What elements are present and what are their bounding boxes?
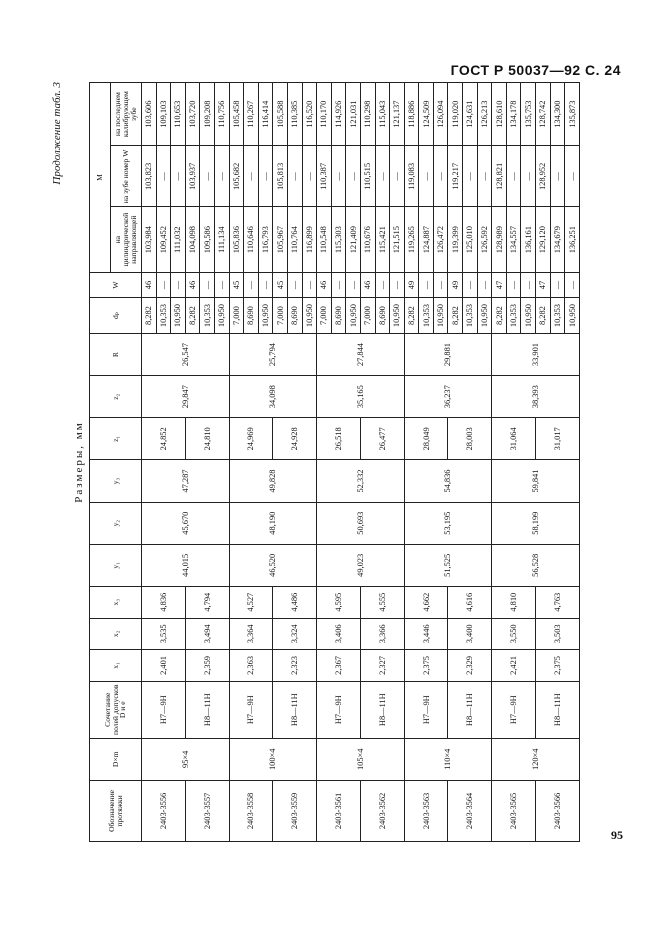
M-last-cell: 135,753	[520, 83, 535, 146]
z1-cell: 28,003	[447, 418, 491, 460]
y2-cell: 58,199	[491, 502, 579, 544]
col-y2: y₂	[89, 502, 141, 544]
M-last-cell: 115,043	[375, 83, 390, 146]
dp-cell: 7,000	[360, 298, 375, 334]
M-last-cell: 124,509	[418, 83, 433, 146]
dp-cell: 10,950	[258, 298, 273, 334]
M-last-cell: 135,873	[564, 83, 579, 146]
M-first-cell: 111,134	[214, 207, 229, 272]
x2-cell: 3,503	[535, 618, 579, 650]
M-last-cell: 118,886	[404, 83, 419, 146]
M-first-cell: 125,010	[462, 207, 477, 272]
M-tooth-cell: 105,682	[229, 146, 244, 207]
designation-cell: 2403-3563	[404, 780, 448, 841]
z2-cell: 35,165	[316, 376, 404, 418]
table-body	[141, 83, 579, 842]
M-last-cell: 126,213	[477, 83, 492, 146]
W-cell: 45	[229, 272, 244, 297]
M-tooth-cell: —	[302, 146, 317, 207]
dp-cell: 10,950	[214, 298, 229, 334]
designation-cell: 2403-3561	[316, 780, 360, 841]
dp-cell: 10,950	[433, 298, 448, 334]
z1-cell: 24,810	[185, 418, 229, 460]
dp-cell: 10,950	[170, 298, 185, 334]
dxm-cell: 120×4	[491, 738, 579, 780]
M-first-cell: 109,452	[156, 207, 171, 272]
col-M-tooth: на зубе номер W	[110, 146, 141, 207]
dp-cell: 10,950	[520, 298, 535, 334]
dp-cell: 10,353	[462, 298, 477, 334]
x2-cell: 3,324	[272, 618, 316, 650]
col-M-first: на цилиндрической направляющей	[110, 207, 141, 272]
M-tooth-cell: 110,387	[316, 146, 331, 207]
dp-cell: 8,282	[535, 298, 550, 334]
dxm-cell: 100×4	[229, 738, 317, 780]
z2-cell: 29,847	[141, 376, 229, 418]
M-tooth-cell: 110,515	[360, 146, 375, 207]
W-cell: 49	[404, 272, 419, 297]
y3-cell: 49,828	[229, 460, 317, 502]
M-tooth-cell: —	[550, 146, 565, 207]
dp-cell: 8,282	[141, 298, 156, 334]
M-tooth-cell: 128,821	[491, 146, 506, 207]
W-cell: —	[433, 272, 448, 297]
tolerance-cell: H7—9H	[141, 681, 185, 738]
y2-cell: 50,693	[316, 502, 404, 544]
x1-cell: 2,375	[535, 650, 579, 682]
M-tooth-cell: 103,937	[185, 146, 200, 207]
z1-cell: 26,518	[316, 418, 360, 460]
W-cell: 46	[316, 272, 331, 297]
header-page: С. 24	[585, 62, 621, 78]
dp-cell: 7,000	[229, 298, 244, 334]
M-tooth-cell: —	[520, 146, 535, 207]
standard-number: ГОСТ Р 50037—92	[450, 62, 581, 78]
W-cell: —	[564, 272, 579, 297]
z1-cell: 31,017	[535, 418, 579, 460]
designation-cell: 2403-3565	[491, 780, 535, 841]
M-tooth-cell: —	[243, 146, 258, 207]
y3-cell: 59,841	[491, 460, 579, 502]
table-continuation-label: Продолжение табл. 3	[50, 82, 63, 185]
y1-cell: 49,023	[316, 544, 404, 586]
dxm-cell: 110×4	[404, 738, 492, 780]
M-first-cell: 119,265	[404, 207, 419, 272]
M-last-cell: 121,137	[389, 83, 404, 146]
M-last-cell: 109,208	[199, 83, 214, 146]
M-last-cell: 103,720	[185, 83, 200, 146]
M-first-cell: 110,646	[243, 207, 258, 272]
x3-cell: 4,595	[316, 586, 360, 618]
tolerance-cell: H8—11H	[360, 681, 404, 738]
M-first-cell: 126,592	[477, 207, 492, 272]
x1-cell: 2,363	[229, 650, 273, 682]
z1-cell: 24,969	[229, 418, 273, 460]
y2-cell: 53,195	[404, 502, 492, 544]
y1-cell: 51,525	[404, 544, 492, 586]
M-last-cell: 109,103	[156, 83, 171, 146]
M-first-cell: 115,303	[331, 207, 346, 272]
x1-cell: 2,367	[316, 650, 360, 682]
dp-cell: 8,282	[185, 298, 200, 334]
table-header-row	[89, 83, 110, 842]
W-cell: —	[520, 272, 535, 297]
x3-cell: 4,555	[360, 586, 404, 618]
W-cell: —	[243, 272, 258, 297]
M-last-cell: 121,031	[345, 83, 360, 146]
M-last-cell: 103,606	[141, 83, 156, 146]
M-tooth-cell: —	[258, 146, 273, 207]
dp-cell: 8,282	[404, 298, 419, 334]
R-cell: 25,794	[229, 333, 317, 375]
M-first-cell: 111,032	[170, 207, 185, 272]
M-last-cell: 126,094	[433, 83, 448, 146]
col-tolerance: Сочетание полей допусков D и e	[89, 681, 141, 738]
M-tooth-cell: —	[170, 146, 185, 207]
M-last-cell: 116,520	[302, 83, 317, 146]
dp-cell: 10,950	[564, 298, 579, 334]
col-dxm: D×m	[89, 738, 141, 780]
dp-cell: 8,690	[243, 298, 258, 334]
M-first-cell: 115,421	[375, 207, 390, 272]
table-row	[491, 83, 506, 842]
x2-cell: 3,366	[360, 618, 404, 650]
M-last-cell: 114,926	[331, 83, 346, 146]
W-cell: 45	[272, 272, 287, 297]
W-cell: 47	[535, 272, 550, 297]
M-last-cell: 110,267	[243, 83, 258, 146]
M-last-cell: 110,385	[287, 83, 302, 146]
M-tooth-cell: —	[564, 146, 579, 207]
table-row	[229, 83, 244, 842]
y1-cell: 46,520	[229, 544, 317, 586]
col-designation: Обозначение протяжки	[89, 780, 141, 841]
z2-cell: 38,393	[491, 376, 579, 418]
y1-cell: 44,015	[141, 544, 229, 586]
W-cell: —	[258, 272, 273, 297]
col-y3: y₃	[89, 460, 141, 502]
y3-cell: 52,332	[316, 460, 404, 502]
M-tooth-cell: —	[331, 146, 346, 207]
dp-cell: 8,282	[447, 298, 462, 334]
x1-cell: 2,329	[447, 650, 491, 682]
x3-cell: 4,486	[272, 586, 316, 618]
M-last-cell: 128,610	[491, 83, 506, 146]
M-last-cell: 119,020	[447, 83, 462, 146]
y2-cell: 48,190	[229, 502, 317, 544]
M-first-cell: 121,515	[389, 207, 404, 272]
x3-cell: 4,810	[491, 586, 535, 618]
M-first-cell: 109,586	[199, 207, 214, 272]
tolerance-cell: H7—9H	[229, 681, 273, 738]
x1-cell: 2,323	[272, 650, 316, 682]
M-tooth-cell: —	[345, 146, 360, 207]
x3-cell: 4,527	[229, 586, 273, 618]
M-tooth-cell: 103,823	[141, 146, 156, 207]
M-last-cell: 105,458	[229, 83, 244, 146]
W-cell: 46	[360, 272, 375, 297]
M-last-cell: 110,653	[170, 83, 185, 146]
page-number: 95	[611, 828, 623, 842]
x2-cell: 3,406	[316, 618, 360, 650]
W-cell: —	[375, 272, 390, 297]
W-cell: —	[389, 272, 404, 297]
x2-cell: 3,446	[404, 618, 448, 650]
M-first-cell: 103,984	[141, 207, 156, 272]
table-row	[141, 83, 156, 842]
W-cell: —	[156, 272, 171, 297]
col-M: M	[89, 83, 110, 273]
M-tooth-cell: —	[199, 146, 214, 207]
dp-cell: 10,353	[199, 298, 214, 334]
M-last-cell: 110,756	[214, 83, 229, 146]
W-cell: 46	[185, 272, 200, 297]
M-first-cell: 136,161	[520, 207, 535, 272]
x3-cell: 4,616	[447, 586, 491, 618]
R-cell: 29,881	[404, 333, 492, 375]
W-cell: —	[170, 272, 185, 297]
M-last-cell: 105,588	[272, 83, 287, 146]
W-cell: —	[331, 272, 346, 297]
M-first-cell: 116,899	[302, 207, 317, 272]
table-row	[404, 83, 419, 842]
M-first-cell: 105,836	[229, 207, 244, 272]
M-first-cell: 134,679	[550, 207, 565, 272]
M-first-cell: 110,676	[360, 207, 375, 272]
x1-cell: 2,359	[185, 650, 229, 682]
x1-cell: 2,327	[360, 650, 404, 682]
x1-cell: 2,375	[404, 650, 448, 682]
M-first-cell: 104,098	[185, 207, 200, 272]
W-cell: —	[477, 272, 492, 297]
tolerance-cell: H7—9H	[491, 681, 535, 738]
W-cell: —	[462, 272, 477, 297]
W-cell: —	[214, 272, 229, 297]
col-W: W	[89, 272, 141, 297]
dimensions-caption: Размеры, мм	[72, 421, 85, 503]
W-cell: 47	[491, 272, 506, 297]
col-x1: x₁	[89, 650, 141, 682]
M-tooth-cell: 119,217	[447, 146, 462, 207]
y3-cell: 54,836	[404, 460, 492, 502]
y2-cell: 45,670	[141, 502, 229, 544]
M-last-cell: 128,742	[535, 83, 550, 146]
M-last-cell: 110,170	[316, 83, 331, 146]
R-cell: 26,547	[141, 333, 229, 375]
M-first-cell: 110,764	[287, 207, 302, 272]
M-tooth-cell: —	[477, 146, 492, 207]
M-tooth-cell: —	[418, 146, 433, 207]
M-tooth-cell: —	[389, 146, 404, 207]
designation-cell: 2403-3556	[141, 780, 185, 841]
x1-cell: 2,421	[491, 650, 535, 682]
W-cell: —	[418, 272, 433, 297]
dp-cell: 10,950	[389, 298, 404, 334]
designation-cell: 2403-3558	[229, 780, 273, 841]
M-first-cell: 136,251	[564, 207, 579, 272]
M-last-cell: 110,298	[360, 83, 375, 146]
M-first-cell: 105,967	[272, 207, 287, 272]
designation-cell: 2403-3557	[185, 780, 229, 841]
M-first-cell: 116,793	[258, 207, 273, 272]
tolerance-cell: H8—11H	[272, 681, 316, 738]
dp-cell: 10,950	[345, 298, 360, 334]
z1-cell: 24,928	[272, 418, 316, 460]
x3-cell: 4,662	[404, 586, 448, 618]
dimensions-table	[89, 82, 580, 842]
W-cell: —	[287, 272, 302, 297]
R-cell: 27,844	[316, 333, 404, 375]
x2-cell: 3,400	[447, 618, 491, 650]
col-x2: x₂	[89, 618, 141, 650]
y3-cell: 47,287	[141, 460, 229, 502]
table-row	[316, 83, 331, 842]
x2-cell: 3,364	[229, 618, 273, 650]
dp-cell: 10,950	[302, 298, 317, 334]
W-cell: —	[506, 272, 521, 297]
designation-cell: 2403-3559	[272, 780, 316, 841]
dp-cell: 7,000	[272, 298, 287, 334]
dp-cell: 10,950	[477, 298, 492, 334]
M-first-cell: 121,409	[345, 207, 360, 272]
z1-cell: 31,064	[491, 418, 535, 460]
W-cell: —	[550, 272, 565, 297]
z2-cell: 36,237	[404, 376, 492, 418]
x2-cell: 3,550	[491, 618, 535, 650]
col-M-last: на последнем калибрующем зубе	[110, 83, 141, 146]
M-first-cell: 134,557	[506, 207, 521, 272]
designation-cell: 2403-3562	[360, 780, 404, 841]
M-tooth-cell: —	[287, 146, 302, 207]
z1-cell: 24,852	[141, 418, 185, 460]
col-y1: y₁	[89, 544, 141, 586]
M-tooth-cell: —	[506, 146, 521, 207]
dp-cell: 8,690	[287, 298, 302, 334]
z1-cell: 28,049	[404, 418, 448, 460]
dp-cell: 10,353	[418, 298, 433, 334]
x3-cell: 4,836	[141, 586, 185, 618]
W-cell: —	[199, 272, 214, 297]
M-last-cell: 134,300	[550, 83, 565, 146]
col-R: R	[89, 333, 141, 375]
y1-cell: 56,528	[491, 544, 579, 586]
W-cell: —	[345, 272, 360, 297]
dp-cell: 7,000	[316, 298, 331, 334]
M-first-cell: 124,887	[418, 207, 433, 272]
M-first-cell: 129,120	[535, 207, 550, 272]
x2-cell: 3,494	[185, 618, 229, 650]
z1-cell: 26,477	[360, 418, 404, 460]
tolerance-cell: H7—9H	[316, 681, 360, 738]
dp-cell: 10,353	[156, 298, 171, 334]
M-first-cell: 126,472	[433, 207, 448, 272]
tolerance-cell: H8—11H	[447, 681, 491, 738]
tolerance-cell: H8—11H	[185, 681, 229, 738]
M-tooth-cell: —	[462, 146, 477, 207]
dp-cell: 10,353	[506, 298, 521, 334]
M-first-cell: 128,989	[491, 207, 506, 272]
designation-cell: 2403-3564	[447, 780, 491, 841]
M-last-cell: 124,631	[462, 83, 477, 146]
x3-cell: 4,763	[535, 586, 579, 618]
dp-cell: 8,690	[331, 298, 346, 334]
tolerance-cell: H7—9H	[404, 681, 448, 738]
x2-cell: 3,535	[141, 618, 185, 650]
M-tooth-cell: —	[156, 146, 171, 207]
M-tooth-cell: —	[214, 146, 229, 207]
M-tooth-cell: —	[375, 146, 390, 207]
M-last-cell: 134,178	[506, 83, 521, 146]
x1-cell: 2,401	[141, 650, 185, 682]
dxm-cell: 105×4	[316, 738, 404, 780]
col-z1: z₁	[89, 418, 141, 460]
designation-cell: 2403-3566	[535, 780, 579, 841]
col-dp: dₚ	[89, 298, 141, 334]
M-tooth-cell: 128,952	[535, 146, 550, 207]
col-z2: z₂	[89, 376, 141, 418]
col-x3: x₃	[89, 586, 141, 618]
page-header	[451, 62, 621, 78]
W-cell: 49	[447, 272, 462, 297]
M-tooth-cell: —	[433, 146, 448, 207]
M-first-cell: 110,548	[316, 207, 331, 272]
M-tooth-cell: 119,083	[404, 146, 419, 207]
dxm-cell: 95×4	[141, 738, 229, 780]
dp-cell: 8,690	[375, 298, 390, 334]
x3-cell: 4,794	[185, 586, 229, 618]
z2-cell: 34,098	[229, 376, 317, 418]
M-tooth-cell: 105,813	[272, 146, 287, 207]
rotated-table-area	[51, 82, 611, 842]
W-cell: 46	[141, 272, 156, 297]
dp-cell: 10,353	[550, 298, 565, 334]
M-last-cell: 116,414	[258, 83, 273, 146]
dp-cell: 8,282	[491, 298, 506, 334]
tolerance-cell: H8—11H	[535, 681, 579, 738]
R-cell: 33,901	[491, 333, 579, 375]
M-first-cell: 119,399	[447, 207, 462, 272]
W-cell: —	[302, 272, 317, 297]
